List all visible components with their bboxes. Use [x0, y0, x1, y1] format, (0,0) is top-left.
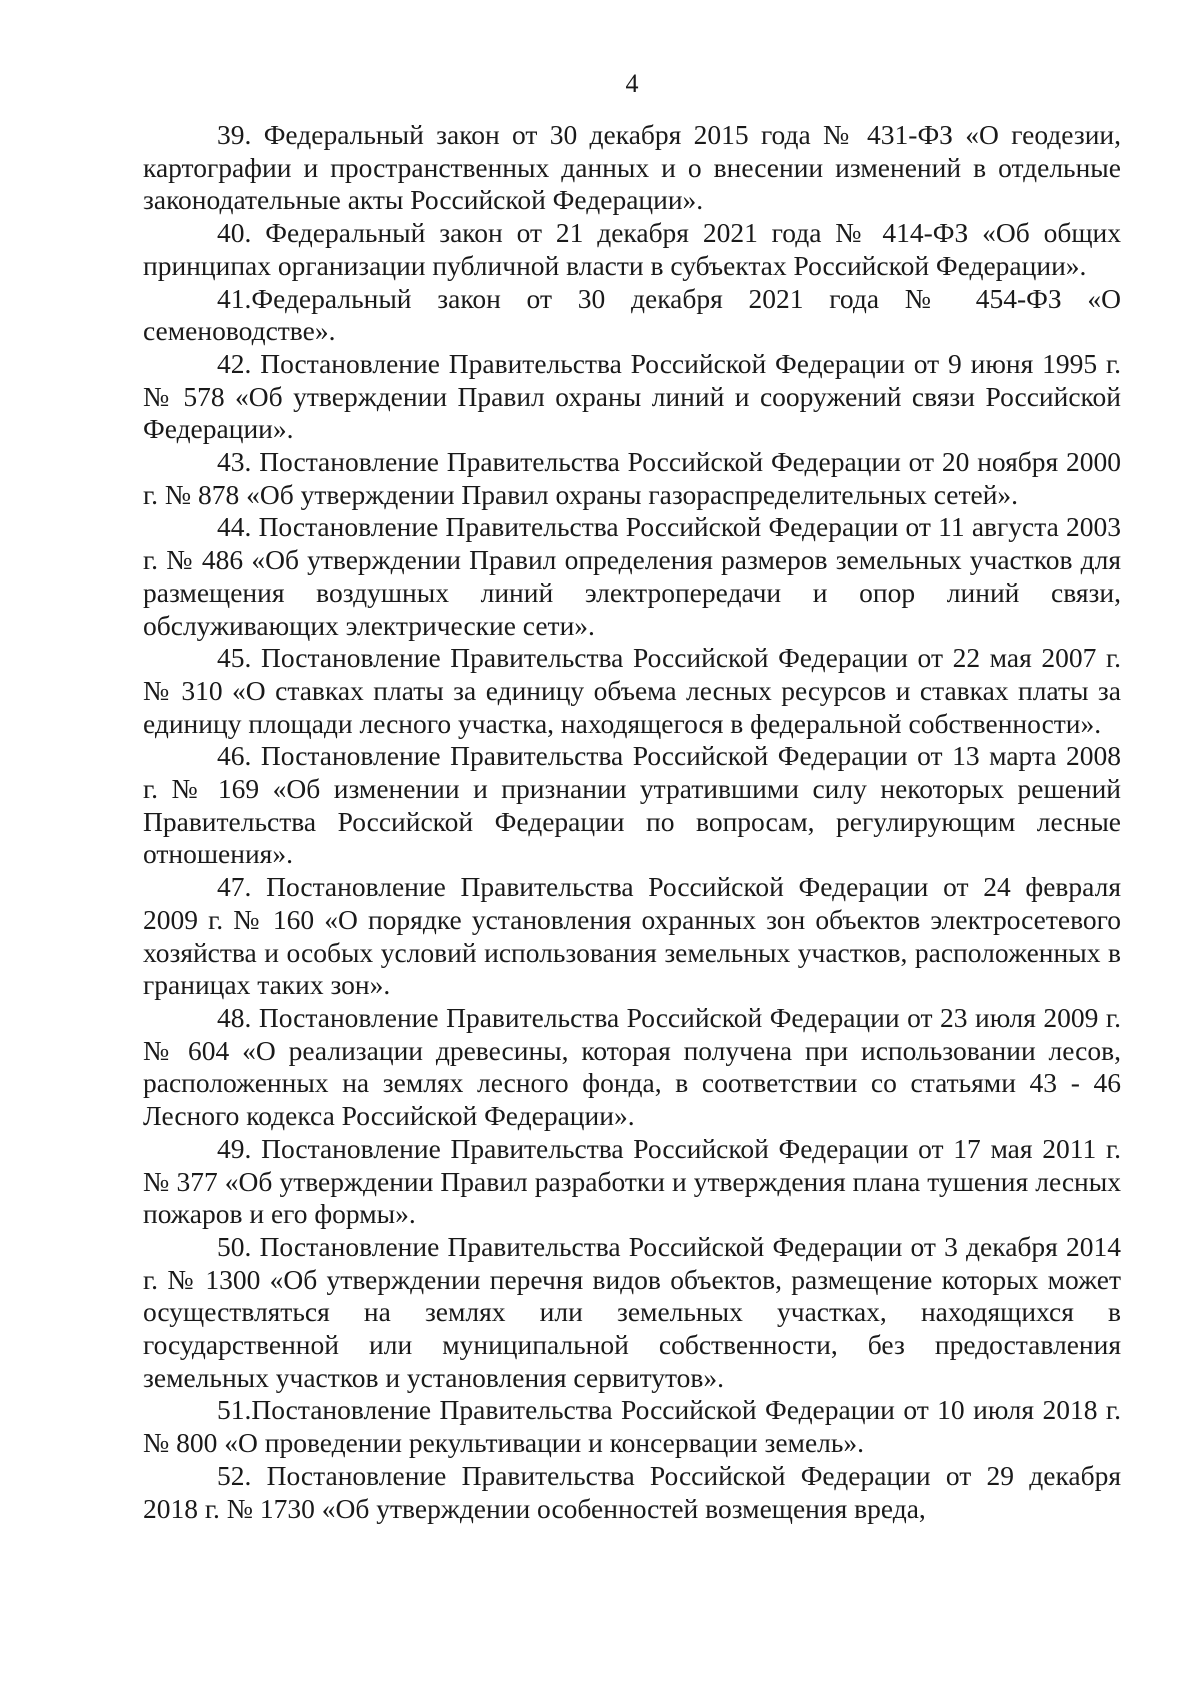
list-item-43: 43. Постановление Правительства Российской Федерации от 20 ноября 2000 г. № 878 «Об утверждении Правил охраны газораспределительных сетей». [143, 446, 1121, 510]
list-item-50: 50. Постановление Правительства Российской Федерации от 3 декабря 2014 г. № 1300 «Об утверждении перечня видов объектов, размещение которых может осуществляться на землях или земельных участках, находящихся в государственной или муниципальной собственности, без предоставления земельных участков и установления сервитутов». [143, 1230, 1121, 1393]
list-item-44: 44. Постановление Правительства Российской Федерации от 11 августа 2003 г. № 486 «Об утверждении Правил определения размеров земельных участков для размещения воздушных линий электропередачи и опор линий связи, обслуживающих электрические сети». [143, 511, 1121, 641]
list-item-46: 46. Постановление Правительства Российской Федерации от 13 марта 2008 г. № 169 «Об изменении и признании утратившими силу некоторых решений Правительства Российской Федерации по вопросам, регулирующим лесные отношения». [143, 740, 1121, 870]
list-item-40: 40. Федеральный закон от 21 декабря 2021 года № 414-ФЗ «Об общих принципах организации публичной власти в субъектах Российской Федерации». [143, 217, 1121, 281]
list-item-51: 51.Постановление Правительства Российской Федерации от 10 июля 2018 г. № 800 «О проведении рекультивации и консервации земель». [143, 1394, 1121, 1459]
list-item-47: 47. Постановление Правительства Российской Федерации от 24 февраля 2009 г. № 160 «О порядке установления охранных зон объектов электросетевого хозяйства и особых условий использования земельных участков, расположенных в границах таких зон». [143, 871, 1121, 1001]
list-item-39: 39. Федеральный закон от 30 декабря 2015 года № 431-ФЗ «О геодезии, картографии и пространственных данных и о внесении изменений в отдельные законодательные акты Российской Федерации». [143, 119, 1121, 216]
document-body [143, 119, 1121, 1525]
list-item-49: 49. Постановление Правительства Российской Федерации от 17 мая 2011 г. № 377 «Об утверждении Правил разработки и утверждения плана тушения лесных пожаров и его формы». [143, 1132, 1121, 1230]
list-item-41: 41.Федеральный закон от 30 декабря 2021 года № 454-ФЗ «О семеноводстве». [143, 282, 1121, 347]
list-item-48: 48. Постановление Правительства Российской Федерации от 23 июля 2009 г. № 604 «О реализации древесины, которая получена при использовании лесов, расположенных на землях лесного фонда, в соответствии со статьями 43 - 46 Лесного кодекса Российской Федерации». [143, 1001, 1121, 1132]
list-item-52: 52. Постановление Правительства Российской Федерации от 29 декабря 2018 г. № 1730 «Об утверждении особенностей возмещения вреда, [143, 1459, 1121, 1524]
list-item-45: 45. Постановление Правительства Российской Федерации от 22 мая 2007 г. № 310 «О ставках платы за единицу объема лесных ресурсов и ставках платы за единицу площади лесного участка, находящегося в федеральной собственности». [143, 642, 1121, 739]
page-number: 4 [625, 69, 639, 98]
list-item-42: 42. Постановление Правительства Российской Федерации от 9 июня 1995 г. № 578 «Об утверждении Правил охраны линий и сооружений связи Российской Федерации». [143, 347, 1121, 445]
